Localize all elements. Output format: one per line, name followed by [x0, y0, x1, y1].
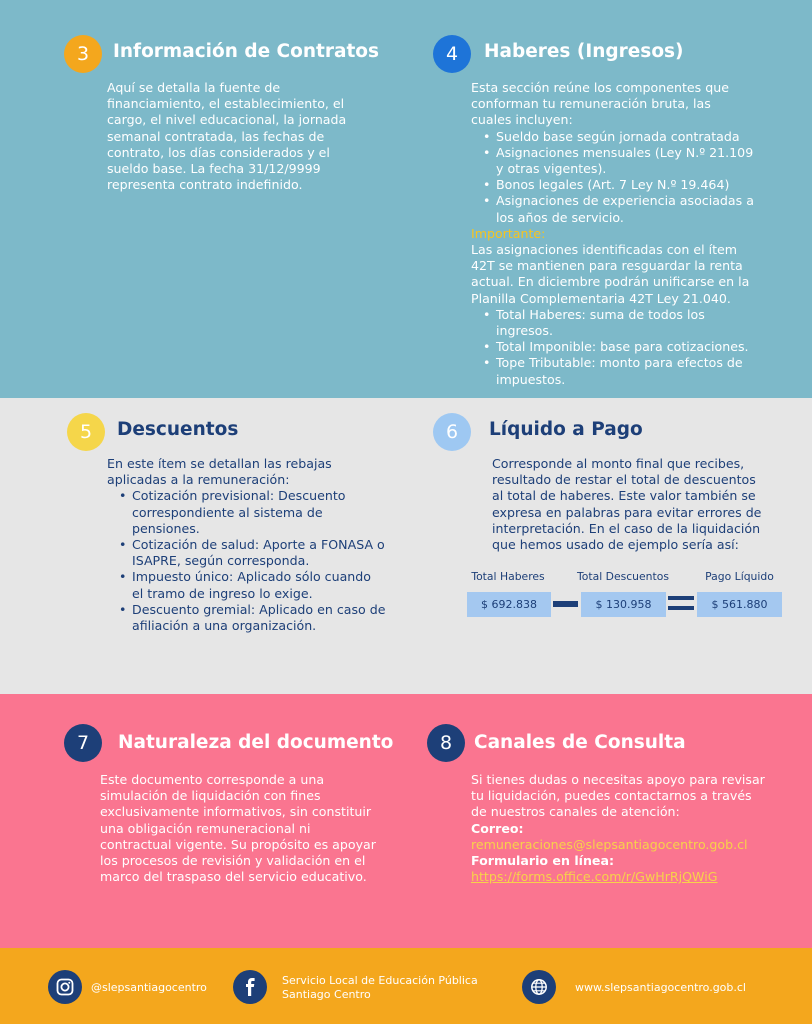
- total-haberes-value: $ 692.838: [467, 592, 551, 617]
- intro-line: aplicadas a la remuneración:: [107, 472, 290, 488]
- section-5-title: Descuentos: [117, 419, 239, 440]
- body-line: exclusivamente informativos, sin constituir: [100, 804, 372, 820]
- total-haberes-label: Total Haberes: [471, 570, 545, 583]
- section-5-body: [107, 456, 407, 634]
- body-line: de nuestros canales de atención:: [471, 804, 680, 820]
- body-line: financiamiento, el establecimiento, el: [107, 96, 345, 112]
- total-descuentos-value: $ 130.958: [581, 592, 666, 617]
- body-line: una obligación remuneracional ni: [100, 820, 311, 836]
- section-4-title: Haberes (Ingresos): [484, 41, 684, 62]
- important-line: Planilla Complementaria 42T Ley 21.040.: [471, 290, 731, 306]
- section-4-number: 4: [433, 35, 471, 73]
- email-link[interactable]: remuneraciones@slepsantiagocentro.gob.cl: [471, 836, 748, 852]
- list-item: • Sueldo base según jornada contratada: [471, 129, 801, 145]
- intro-line: En este ítem se detallan las rebajas: [107, 456, 332, 471]
- body-line: Corresponde al monto final que recibes,: [492, 456, 745, 471]
- pago-liquido-label: Pago Líquido: [705, 570, 774, 583]
- list-item: • Cotización de salud: Aporte a FONASA o ISAPRE, según corresponda.: [107, 537, 407, 569]
- section-8-body: [471, 772, 806, 885]
- body-line: tu liquidación, puedes contactarnos a través: [471, 788, 752, 804]
- body-line: contrato, los días considerados y el: [107, 144, 330, 160]
- website-link[interactable]: www.slepsantiagocentro.gob.cl: [575, 981, 746, 994]
- list-item: • Total Haberes: suma de todos los ingresos.: [471, 307, 801, 339]
- body-line: que hemos usado de ejemplo sería así:: [492, 537, 739, 553]
- globe-icon[interactable]: [522, 970, 556, 1004]
- body-line: semanal contratada, las fechas de: [107, 128, 325, 144]
- email-label: Correo:: [471, 820, 524, 836]
- total-descuentos-label: Total Descuentos: [577, 570, 669, 583]
- body-line: al total de haberes. Este valor también se: [492, 488, 756, 504]
- important-line: Las asignaciones identificadas con el ítem: [471, 242, 738, 258]
- intro-line: conforman tu remuneración bruta, las: [471, 96, 711, 112]
- body-line: marco del traspaso del servicio educativo.: [100, 869, 367, 885]
- body-line: representa contrato indefinido.: [107, 177, 303, 193]
- intro-line: cuales incluyen:: [471, 112, 573, 128]
- body-line: interpretación. En el caso de la liquidación: [492, 520, 761, 536]
- section-6-title: Líquido a Pago: [489, 419, 643, 440]
- earnings-list: [471, 129, 801, 226]
- facebook-icon[interactable]: [233, 970, 267, 1004]
- form-label: Formulario en línea:: [471, 853, 614, 869]
- important-label: Importante:: [471, 225, 546, 241]
- list-item: • Tope Tributable: monto para efectos de impuestos.: [471, 355, 801, 387]
- section-3-body: [107, 80, 407, 193]
- body-line: contractual vigente. Su propósito es apoyar: [100, 836, 376, 852]
- pago-liquido-value: $ 561.880: [697, 592, 782, 617]
- section-8-number: 8: [427, 724, 465, 762]
- section-5-number: 5: [67, 413, 105, 451]
- list-item: • Asignaciones mensuales (Ley N.º 21.109 y otras vigentes).: [471, 145, 801, 177]
- form-link[interactable]: https://forms.office.com/r/GwHrRjQWiG: [471, 869, 718, 885]
- body-line: Este documento corresponde a una: [100, 772, 325, 787]
- instagram-icon[interactable]: [48, 970, 82, 1004]
- important-line: actual. En diciembre podrán unificarse en la: [471, 274, 750, 290]
- body-line: Aquí se detalla la fuente de: [107, 80, 281, 95]
- minus-sign: [553, 601, 578, 607]
- section-7-number: 7: [64, 724, 102, 762]
- body-line: sueldo base. La fecha 31/12/9999: [107, 161, 321, 177]
- list-item: • Asignaciones de experiencia asociadas a los años de servicio.: [471, 193, 801, 225]
- section-4-body: [471, 80, 801, 388]
- section-7-body: [100, 772, 410, 885]
- deductions-list: [107, 488, 407, 634]
- list-item: • Bonos legales (Art. 7 Ley N.º 19.464): [471, 177, 801, 193]
- list-item: • Total Imponible: base para cotizaciones.: [471, 339, 801, 355]
- facebook-line-1: Servicio Local de Educación Pública: [282, 974, 478, 987]
- section-6-number: 6: [433, 413, 471, 451]
- body-line: simulación de liquidación con fines: [100, 788, 321, 804]
- body-line: expresa en palabras para evitar errores de: [492, 504, 762, 520]
- body-line: los procesos de revisión y validación en el: [100, 853, 366, 869]
- section-6-body: [492, 456, 802, 553]
- facebook-line-2: Santiago Centro: [282, 988, 371, 1001]
- list-item: • Cotización previsional: Descuento correspondiente al sistema de pensiones.: [107, 488, 407, 537]
- section-3-number: 3: [64, 35, 102, 73]
- list-item: • Impuesto único: Aplicado sólo cuando el tramo de ingreso lo exige.: [107, 569, 407, 601]
- section-3-title: Información de Contratos: [113, 41, 380, 62]
- body-line: resultado de restar el total de descuentos: [492, 472, 756, 488]
- section-8-title: Canales de Consulta: [474, 732, 686, 753]
- list-item: • Descuento gremial: Aplicado en caso de afiliación a una organización.: [107, 602, 407, 634]
- equals-sign: [668, 595, 694, 613]
- totals-list: [471, 307, 801, 388]
- section-7-title: Naturaleza del documento: [118, 732, 394, 753]
- facebook-name[interactable]: [282, 974, 478, 1002]
- intro-line: Esta sección reúne los componentes que: [471, 80, 729, 95]
- instagram-handle[interactable]: @slepsantiagocentro: [91, 981, 207, 994]
- body-line: cargo, el nivel educacional, la jornada: [107, 112, 347, 128]
- body-line: Si tienes dudas o necesitas apoyo para revisar: [471, 772, 765, 787]
- important-line: 42T se mantienen para resguardar la renta: [471, 258, 743, 274]
